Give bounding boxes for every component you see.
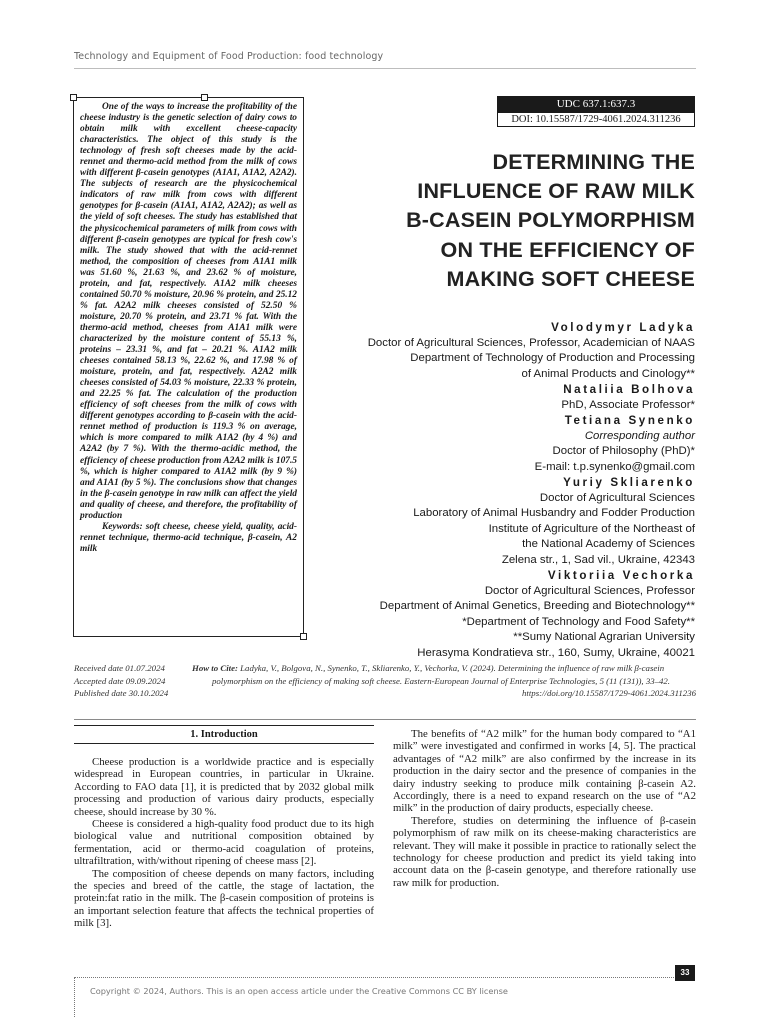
article-title (295, 148, 695, 294)
body-column-left (74, 756, 374, 930)
header-divider (74, 68, 696, 69)
section-divider (74, 719, 696, 720)
paragraph: Cheese is considered a high-quality food product due to its high biological value and nutritional composition obtained by fermentation, acid or thermo-acid coagulation of proteins, ultrafiltration, with/without ripening of cheese mass [2]. (74, 818, 374, 868)
author-affiliation: Doctor of Agricultural Sciences, Professor (484, 584, 695, 597)
paragraph: Therefore, studies on determining the influence of β-casein polymorphism of raw milk on its cheese-making characteristics are relevant. They will make it possible in practice to rationally select the technology for cheese production and predict its yield taking into account data on the β-casein genotype, and therefore rationally use raw milk for production. (393, 814, 696, 889)
author-affiliation: Doctor of Agricultural Sciences, Professor, Academician of NAAS (367, 336, 695, 349)
author-name: Tetiana Synenko (564, 414, 695, 427)
author-affiliation: Zelena str., 1, Sad vil., Ukraine, 42343 (501, 553, 695, 566)
author-name: Nataliia Bolhova (563, 383, 695, 396)
citation-line: Ladyka, V., Bolgova, N., Synenko, T., Skliarenko, Y., Vechorka, V. (2024). Determining the influence of raw milk β-casein (240, 663, 665, 673)
article-dates (74, 662, 168, 700)
title-line: MAKING SOFT CHEESE (446, 266, 695, 291)
title-line: Β-CASEIN POLYMORPHISM (406, 208, 695, 233)
author-affiliation: **Sumy National Agrarian University (513, 631, 695, 643)
paragraph: The composition of cheese depends on many factors, including the species and breed of the cattle, the stage of lactation, the protein:fat ratio in the milk. The β-casein composition of proteins is an important selection feature that affects the technical properties of milk [3]. (74, 867, 374, 930)
corner-square (201, 94, 208, 101)
paragraph: The benefits of “A2 milk” for the human body compared to “A1 milk” were investigated and confirmed in works [4, 5]. The practical advantages of “A2 milk” are also confirmed by the increase in its production in the dairy sector and the presence of companies in the dairy industry seeking to produce milk containing β-casein A2. Accordingly, there is a need to expand research on the use of “A2 milk” in the production of dairy products, especially cheese. (393, 728, 696, 815)
received-date: Received date 01.07.2024 (74, 663, 165, 673)
author-affiliation: Herasyma Kondratieva str., 160, Sumy, Ukraine, 40021 (417, 646, 695, 659)
paragraph: Cheese production is a worldwide practice and is especially widespread in European countries, in particular in Ukraine. According to FAO data [1], it is predicted that by 2032 global milk processing and production of various dairy products, especially cheese, should increase by 30 %. (74, 756, 374, 818)
author-affiliation: Department of Animal Genetics, Breeding and Biotechnology** (379, 600, 695, 612)
accepted-date: Accepted date 09.09.2024 (74, 675, 166, 686)
title-line: DETERMINING THE (492, 150, 695, 174)
doi-label[interactable]: DOI: 10.15587/1729-4061.2024.311236 (497, 112, 695, 127)
abstract-keywords: Keywords: soft cheese, cheese yield, quality, acid-rennet technique, thermo-acid technique, β-casein, A2 milk (80, 521, 297, 554)
corner-square (70, 94, 77, 101)
author-affiliation: *Department of Technology and Food Safety** (462, 615, 695, 628)
author-name: Yuriy Skliarenko (563, 476, 695, 489)
author-name: Volodymyr Ladyka (551, 321, 695, 334)
citation-doi-link[interactable]: https://doi.org/10.15587/1729-4061.2024.311236 (522, 688, 696, 699)
author-list (275, 320, 695, 661)
abstract-box (73, 97, 304, 637)
author-affiliation: of Animal Products and Cinology** (521, 367, 695, 380)
author-email[interactable]: E-mail: t.p.synenko@gmail.com (534, 460, 695, 473)
author-affiliation: Doctor of Philosophy (PhD)* (552, 445, 695, 457)
citation-block (192, 662, 696, 700)
footer-divider (74, 977, 674, 978)
copyright-notice: Copyright © 2024, Authors. This is an open access article under the Creative Commons CC BY license (90, 986, 508, 996)
journal-title: Technology and Equipment of Food Production: food technology (74, 51, 384, 62)
author-affiliation: Institute of Agriculture of the Northeast of (488, 522, 695, 535)
author-affiliation: PhD, Associate Professor* (561, 398, 695, 411)
citation-line: polymorphism on the efficiency of making soft cheese. Eastern-European Journal of Enterprise Technologies, 5 (11 (131)), 33–42. (212, 675, 671, 686)
body-column-right (393, 728, 696, 889)
udc-badge: UDC 637.1:637.3 (497, 96, 695, 112)
section-heading: 1. Introduction (74, 725, 374, 744)
author-affiliation: Department of Technology of Production and Processing (410, 352, 695, 364)
author-affiliation: Laboratory of Animal Husbandry and Fodder Production (413, 507, 695, 519)
abstract-text: One of the ways to increase the profitability of the cheese industry is the genetic selection of dairy cows to obtain milk with excellent cheese-capacity characteristics. The object of this study is the technology of fresh soft cheeses made by the acid-rennet and thermo-acid method from the milk of cows with different β-casein genotypes (A1A1, A1A2, A2A2). The subjects of research are the physicochemical indicators of raw milk from cows with different genotypes for β-casein (A1A1, A1A2, A2A2); as well as the yield of soft cheeses. The study has established that the physicochemical parameters of milk from cows with different β-casein genotypes are typical for fresh cow's milk. The study showed that with the acid-rennet method, the composition of cheeses from A1A1 milk was 51.60 %, 21.63 %, and 23.62 % of moisture, protein, and fat, respectively. A1A2 milk cheeses contained 50.70 % moisture, 20.96 % protein, and 25.12 % fat. A2A2 milk cheeses consisted of 52.50 % moisture, 20.70 % protein, and 23.71 % fat. With the thermo-acid method, cheeses from A1A1 milk were characterized by the moisture content of 55.13 %, proteins – 23.31 %, and fat – 20.21 %. A1A2 milk cheeses contained 58.13 %, 22.62 %, and 17.98 % of moisture, protein, and fat, respectively. A2A2 milk cheeses consisted of 54.03 % moisture, 22.33 % protein, and 22.25 % fat. The calculation of the production efficiency of soft cheeses from the milk of cows with different genotypes according to β-casein with the acid-rennet method of production is 119.3 % on average, which is more compared to milk A1A2 (by 4 %) and A2A2 (by 7 %). With the thermo-acidic method, the efficiency of cheese production from A2A2 milk is 107.5 %, which is higher compared to A1A2 milk (by 9 %) and A1A1 (by 5 %). The conclusions show that changes in the β-casein genotype in raw milk can affect the yield and quality of cheese, and therefore, the profitability of production (80, 102, 297, 521)
page-number: 33 (675, 965, 695, 981)
author-name: Viktoriia Vechorka (547, 569, 695, 582)
citation-label: How to Cite: (192, 663, 238, 673)
author-affiliation: Doctor of Agricultural Sciences (539, 491, 695, 504)
corresponding-author-note: Corresponding author (584, 429, 695, 442)
footer-vertical-rule (74, 977, 75, 1017)
title-line: INFLUENCE OF RAW MILK (417, 179, 695, 204)
published-date: Published date 30.10.2024 (74, 688, 169, 699)
author-affiliation: the National Academy of Sciences (522, 538, 695, 550)
title-line: ON THE EFFICIENCY OF (440, 237, 695, 262)
